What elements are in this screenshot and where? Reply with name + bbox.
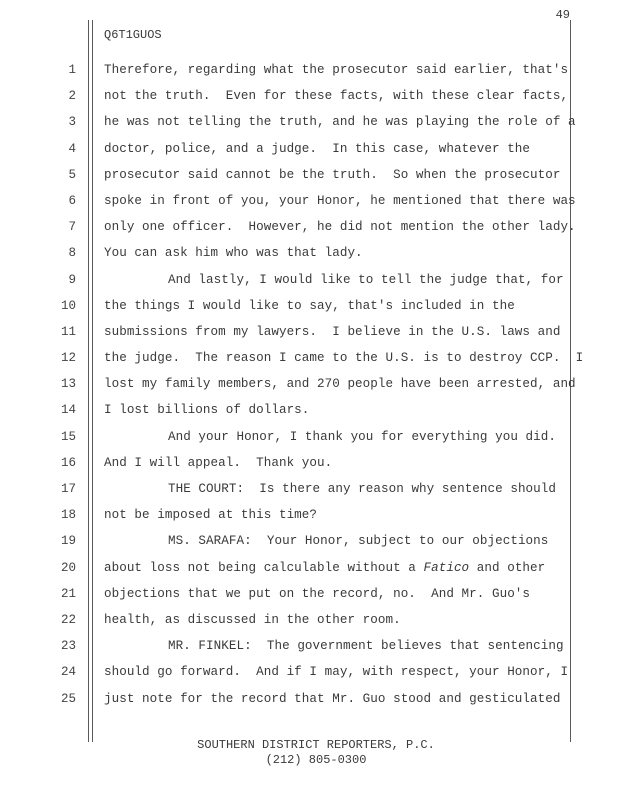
- line-text: he was not telling the truth, and he was playing the role of a: [104, 115, 576, 130]
- line-text: should go forward. And if I may, with respect, your Honor, I: [104, 665, 569, 680]
- line-number: 18: [60, 508, 76, 523]
- transcript-line: [0, 660, 632, 686]
- line-number: 20: [60, 560, 76, 575]
- transcript-line: [0, 215, 632, 241]
- line-number: 5: [68, 167, 76, 182]
- transcript-line: [0, 346, 632, 372]
- transcript-line: [0, 163, 632, 189]
- transcript-line: [0, 241, 632, 267]
- line-number: 23: [60, 639, 76, 654]
- line-text: only one officer. However, he did not mention the other lady.: [104, 220, 576, 235]
- transcript-line: [0, 398, 632, 424]
- line-text: You can ask him who was that lady.: [104, 246, 363, 261]
- case-name-italic: Fatico: [423, 560, 470, 575]
- line-number: 4: [68, 141, 76, 156]
- transcript-line: [0, 451, 632, 477]
- transcript-line: [0, 687, 632, 713]
- line-text: not be imposed at this time?: [104, 508, 318, 523]
- line-text: health, as discussed in the other room.: [104, 612, 401, 627]
- footer-reporter: SOUTHERN DISTRICT REPORTERS, P.C.: [197, 738, 435, 752]
- line-text: Therefore, regarding what the prosecutor said earlier, that's: [104, 63, 569, 77]
- line-number: 25: [60, 691, 76, 706]
- line-number: 10: [60, 298, 76, 313]
- page-number: 49: [555, 8, 570, 22]
- line-text: MR. FINKEL: The government believes that sentencing: [168, 639, 564, 654]
- line-text: [104, 561, 545, 575]
- line-text: prosecutor said cannot be the truth. So when the prosecutor: [104, 167, 561, 182]
- line-text: doctor, police, and a judge. In this case, whatever the: [104, 141, 531, 156]
- line-text: lost my family members, and 270 people have been arrested, and: [104, 377, 576, 392]
- line-number: 7: [68, 220, 76, 235]
- transcript-line: [0, 189, 632, 215]
- header-code: Q6T1GUOS: [104, 28, 162, 42]
- line-number: 9: [68, 272, 76, 287]
- line-text-segment: about loss not being calculable without a: [104, 560, 424, 575]
- line-number: 1: [68, 63, 76, 77]
- transcript-line: [0, 372, 632, 398]
- line-text: spoke in front of you, your Honor, he mentioned that there was: [104, 193, 576, 208]
- line-text: And I will appeal. Thank you.: [104, 455, 333, 470]
- line-number: 22: [60, 612, 76, 627]
- line-text: the judge. The reason I came to the U.S. is to destroy CCP. I: [104, 351, 584, 366]
- transcript-line: [0, 503, 632, 529]
- transcript-line: [0, 58, 632, 84]
- transcript-line: [0, 294, 632, 320]
- transcript-line: [0, 477, 632, 503]
- footer: [0, 738, 632, 768]
- line-text: And lastly, I would like to tell the judge that, for: [168, 272, 564, 287]
- line-number: 3: [68, 115, 76, 130]
- line-text: submissions from my lawyers. I believe in the U.S. laws and: [104, 324, 561, 339]
- transcript-lines: [0, 58, 632, 713]
- line-number: 8: [68, 246, 76, 261]
- transcript-line: [0, 634, 632, 660]
- transcript-line: [0, 84, 632, 110]
- transcript-line: [0, 582, 632, 608]
- line-number: 19: [60, 534, 76, 549]
- line-number: 21: [60, 586, 76, 601]
- transcript-line: [0, 320, 632, 346]
- transcript-line: [0, 110, 632, 136]
- transcript-line: [0, 608, 632, 634]
- line-text: MS. SARAFA: Your Honor, subject to our objections: [168, 534, 549, 549]
- line-text: THE COURT: Is there any reason why sentence should: [168, 482, 556, 496]
- line-number: 16: [60, 455, 76, 470]
- transcript-line: [0, 556, 632, 582]
- transcript-line: [0, 137, 632, 163]
- line-number: 24: [60, 665, 76, 680]
- line-number: 6: [68, 193, 76, 208]
- line-number: 15: [60, 429, 76, 444]
- line-number: 2: [68, 89, 76, 104]
- transcript-line: [0, 529, 632, 555]
- line-number: 13: [60, 377, 76, 392]
- line-text: I lost billions of dollars.: [104, 403, 310, 418]
- transcript-line: [0, 425, 632, 451]
- transcript-line: [0, 268, 632, 294]
- line-text-segment: and other: [469, 560, 546, 575]
- line-text: objections that we put on the record, no. And Mr. Guo's: [104, 586, 531, 601]
- line-number: 12: [60, 351, 76, 366]
- line-text: not the truth. Even for these facts, with these clear facts,: [104, 89, 569, 104]
- line-text: just note for the record that Mr. Guo stood and gesticulated: [104, 691, 561, 706]
- line-number: 11: [60, 324, 76, 339]
- footer-phone: (212) 805-0300: [265, 753, 367, 767]
- line-number: 14: [60, 403, 76, 418]
- line-text: And your Honor, I thank you for everything you did.: [168, 429, 556, 444]
- line-number: 17: [60, 482, 76, 496]
- line-text: the things I would like to say, that's included in the: [104, 298, 515, 313]
